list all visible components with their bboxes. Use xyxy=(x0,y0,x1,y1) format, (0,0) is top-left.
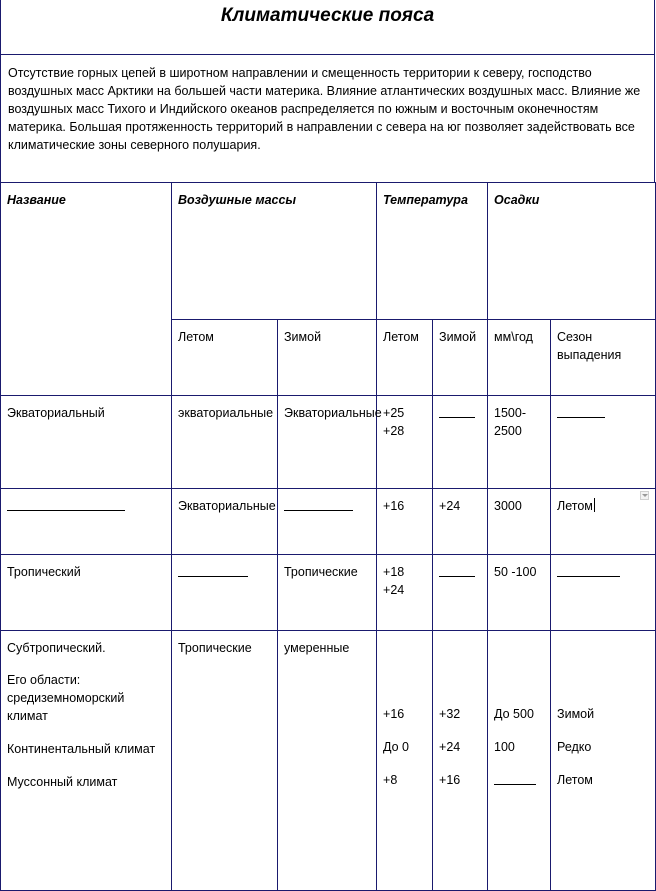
blank-field[interactable] xyxy=(7,497,125,511)
cell-summer-mass-subtropical: Тропические xyxy=(172,631,278,891)
header-temperature: Температура xyxy=(377,183,488,320)
header-name: Название xyxy=(1,183,172,396)
cell-summer-mass-subequatorial: Экваториальные xyxy=(172,489,278,555)
blank-field[interactable] xyxy=(439,404,475,418)
cell-mm-equatorial: 1500-2500 xyxy=(488,396,551,489)
table-row-subequatorial xyxy=(1,489,656,555)
cell-dropdown-icon[interactable] xyxy=(640,491,649,500)
table-row-equatorial xyxy=(1,396,656,489)
value-med-t-winter: +32 xyxy=(439,707,461,721)
title-box xyxy=(0,0,655,55)
blank-field[interactable] xyxy=(284,497,353,511)
subtropical-cont-label: Континентальный климат xyxy=(7,742,156,756)
subheader-temp-winter: Зимой xyxy=(433,320,488,396)
subheader-air-winter: Зимой xyxy=(278,320,377,396)
cell-winter-mass-equatorial: Экваториальные xyxy=(278,396,377,489)
cell-mm-tropical: 50 -100 xyxy=(488,555,551,631)
cell-summer-mass-equatorial: экваториальные xyxy=(172,396,278,489)
cell-winter-mass-tropical: Тропические xyxy=(278,555,377,631)
cell-season-subequatorial[interactable] xyxy=(551,489,656,555)
cell-t-summer-tropical: +18 +24 xyxy=(377,555,433,631)
blank-field[interactable] xyxy=(439,563,475,577)
value-monsoon-season: Летом xyxy=(557,773,593,787)
cell-name-tropical: Тропический xyxy=(1,555,172,631)
cell-t-winter-subtropical xyxy=(433,631,488,891)
subtropical-med-label: средиземноморский климат xyxy=(7,691,125,723)
table-header-row xyxy=(1,183,656,320)
climate-table xyxy=(0,182,656,891)
cell-t-winter-equatorial[interactable] xyxy=(433,396,488,489)
subtropical-monsoon-label: Муссонный климат xyxy=(7,775,118,789)
cell-winter-mass-subequatorial[interactable] xyxy=(278,489,377,555)
subheader-season: Сезон выпадения xyxy=(551,320,656,396)
header-precipitation: Осадки xyxy=(488,183,656,320)
table-row-subtropical xyxy=(1,631,656,891)
season-text-editing[interactable]: Летом xyxy=(557,499,593,513)
blank-field[interactable] xyxy=(494,771,536,785)
cell-t-winter-tropical[interactable] xyxy=(433,555,488,631)
value-monsoon-t-winter: +16 xyxy=(439,773,461,787)
blank-field[interactable] xyxy=(557,404,605,418)
intro-box xyxy=(0,55,655,183)
cell-name-subequatorial[interactable] xyxy=(1,489,172,555)
subheader-temp-summer: Летом xyxy=(377,320,433,396)
text-cursor xyxy=(594,498,595,512)
blank-field[interactable] xyxy=(178,563,248,577)
blank-field[interactable] xyxy=(557,563,620,577)
subtropical-name: Субтропический. xyxy=(7,641,106,655)
cell-mm-subtropical xyxy=(488,631,551,891)
intro-paragraph: Отсутствие горных цепей в широтном направлении и смещенность территории к северу, господство воздушных масс Арктики на большей части материка. Влияние атлантических воздушных масс. Влияние же воздушных масс Тихого и Индийского океанов распределяется по южным и восточным оконечностям материка. Большая протяженность территорий в направлении с севера на юг позволяет задействовать все климатические зоны северного полушария. xyxy=(8,66,641,152)
subtropical-areas-label: Его области: xyxy=(7,673,81,687)
cell-winter-mass-subtropical: умеренные xyxy=(278,631,377,891)
cell-season-equatorial[interactable] xyxy=(551,396,656,489)
cell-t-winter-subequatorial: +24 xyxy=(433,489,488,555)
subheader-air-summer: Летом xyxy=(172,320,278,396)
subheader-mm-year: мм\год xyxy=(488,320,551,396)
value-cont-season: Редко xyxy=(557,740,592,754)
cell-mm-subequatorial: 3000 xyxy=(488,489,551,555)
value-cont-mm: 100 xyxy=(494,740,515,754)
cell-summer-mass-tropical[interactable] xyxy=(172,555,278,631)
value-med-mm: До 500 xyxy=(494,707,534,721)
value-med-season: Зимой xyxy=(557,707,595,721)
cell-t-summer-subequatorial: +16 xyxy=(377,489,433,555)
page-title: Климатические пояса xyxy=(220,5,435,26)
cell-t-summer-subtropical xyxy=(377,631,433,891)
cell-season-subtropical xyxy=(551,631,656,891)
header-air-masses: Воздушные массы xyxy=(172,183,377,320)
cell-name-equatorial: Экваториальный xyxy=(1,396,172,489)
cell-season-tropical[interactable] xyxy=(551,555,656,631)
value-cont-t-summer: До 0 xyxy=(383,740,409,754)
table-row-tropical xyxy=(1,555,656,631)
value-monsoon-t-summer: +8 xyxy=(383,773,398,787)
value-med-t-summer: +16 xyxy=(383,707,405,721)
cell-name-subtropical xyxy=(1,631,172,891)
value-cont-t-winter: +24 xyxy=(439,740,461,754)
cell-t-summer-equatorial: +25 +28 xyxy=(377,396,433,489)
